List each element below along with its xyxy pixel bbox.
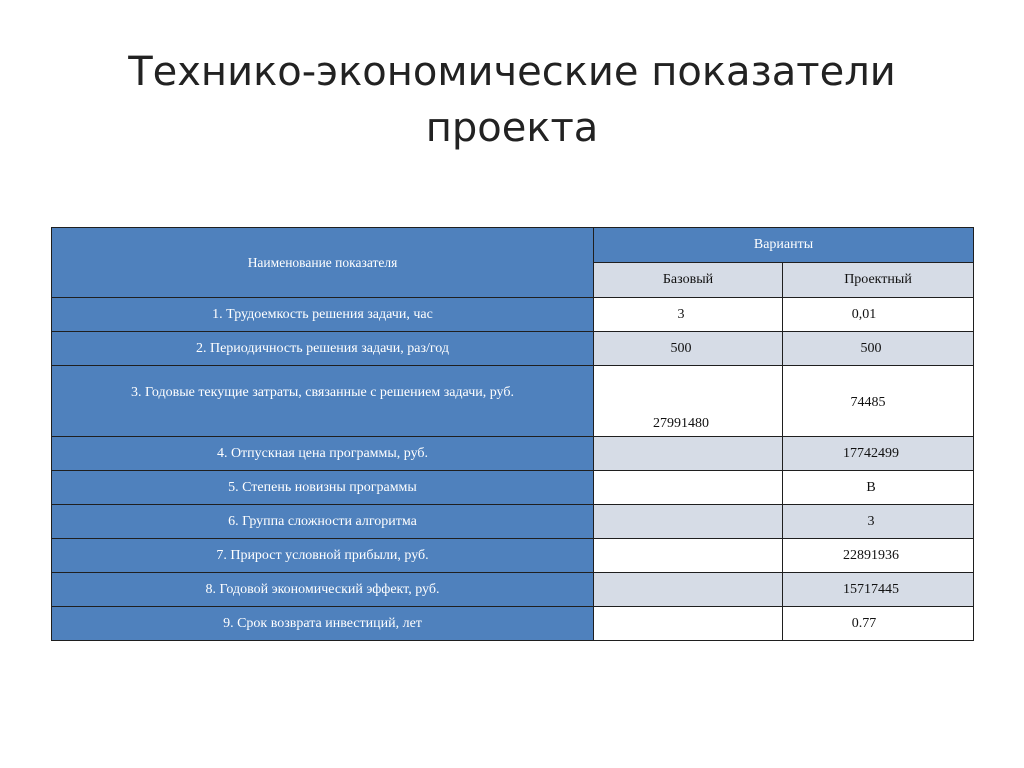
header-base-cell: Базовый — [594, 263, 783, 298]
row-base-cell: 500 — [594, 332, 783, 366]
header-name-cell: Наименование показателя — [52, 228, 594, 298]
row-name-cell: 2. Периодичность решения задачи, раз/год — [52, 332, 594, 366]
row-project-cell: В — [783, 471, 974, 505]
row-name-cell: 1. Трудоемкость решения задачи, час — [52, 298, 594, 332]
row-name-cell: 3. Годовые текущие затраты, связанные с решением задачи, руб. — [52, 366, 594, 437]
row-project-cell: 3 — [783, 505, 974, 539]
title-line-2: проекта — [425, 105, 599, 151]
table-row — [52, 573, 974, 607]
title-line-1: Технико-экономические показатели — [128, 49, 896, 95]
row-base-cell — [594, 539, 783, 573]
row-name-cell: 9. Срок возврата инвестиций, лет — [52, 607, 594, 641]
indicators-table — [51, 227, 974, 641]
row-base-cell — [594, 607, 783, 641]
slide-title — [60, 44, 964, 156]
row-base-cell — [594, 437, 783, 471]
table-row — [52, 607, 974, 641]
row-project-cell: 0.77 — [783, 607, 974, 641]
row-base-cell: 3 — [594, 298, 783, 332]
table-row — [52, 505, 974, 539]
row-project-cell: 500 — [783, 332, 974, 366]
table-header-row — [52, 228, 974, 263]
table-row — [52, 471, 974, 505]
table-row — [52, 332, 974, 366]
table-row — [52, 539, 974, 573]
row-project-cell: 15717445 — [783, 573, 974, 607]
table-row — [52, 366, 974, 437]
row-base-cell — [594, 471, 783, 505]
row-project-cell: 74485 — [783, 366, 974, 437]
row-project-cell: 0,01 — [783, 298, 974, 332]
row-base-cell: 27991480 — [594, 366, 783, 437]
row-project-cell: 17742499 — [783, 437, 974, 471]
table-row — [52, 298, 974, 332]
table-row — [52, 437, 974, 471]
row-name-cell: 4. Отпускная цена программы, руб. — [52, 437, 594, 471]
row-base-cell — [594, 505, 783, 539]
header-variants-cell: Варианты — [594, 228, 974, 263]
header-project-cell: Проектный — [783, 263, 974, 298]
row-name-cell: 5. Степень новизны программы — [52, 471, 594, 505]
row-name-cell: 6. Группа сложности алгоритма — [52, 505, 594, 539]
row-name-cell: 7. Прирост условной прибыли, руб. — [52, 539, 594, 573]
row-project-cell: 22891936 — [783, 539, 974, 573]
row-base-cell — [594, 573, 783, 607]
row-name-cell: 8. Годовой экономический эффект, руб. — [52, 573, 594, 607]
